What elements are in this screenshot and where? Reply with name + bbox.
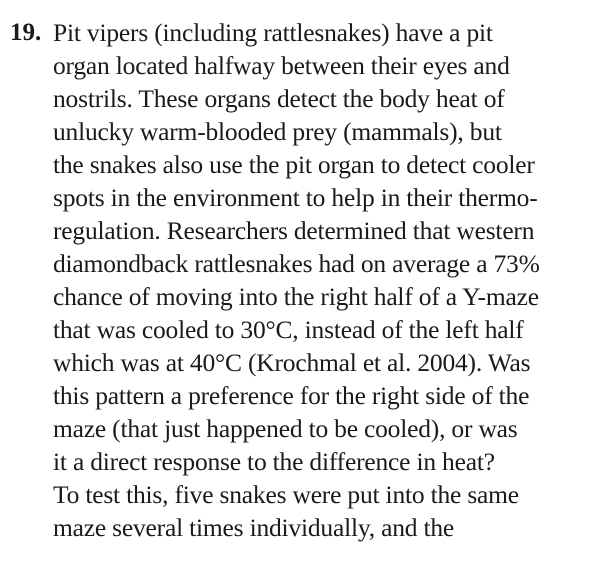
- problem-text: [53, 16, 606, 544]
- text-line: that was cooled to 30°C, instead of the left half: [53, 315, 524, 344]
- text-line: organ located halfway between their eyes and: [53, 51, 510, 80]
- text-line: spots in the environment to help in their thermo-: [53, 183, 538, 212]
- text-line: it a direct response to the difference in heat?: [53, 447, 495, 476]
- problem-number: 19.: [10, 19, 42, 46]
- text-line: unlucky warm-blooded prey (mammals), but: [53, 117, 502, 146]
- text-line: Pit vipers (including rattlesnakes) have a pit: [53, 18, 493, 47]
- text-line: nostrils. These organs detect the body heat of: [53, 84, 505, 113]
- text-line: regulation. Researchers determined that western: [53, 216, 535, 245]
- text-line: To test this, five snakes were put into the same: [53, 480, 519, 509]
- text-line: maze (that just happened to be cooled), or was: [53, 414, 518, 443]
- text-line: maze several times individually, and the: [53, 513, 455, 542]
- text-line: chance of moving into the right half of a Y-maze: [53, 282, 539, 311]
- text-line: this pattern a preference for the right side of the: [53, 381, 530, 410]
- text-line: the snakes also use the pit organ to detect cooler: [53, 150, 535, 179]
- text-line: diamondback rattlesnakes had on average a 73%: [53, 249, 540, 278]
- text-line: which was at 40°C (Krochmal et al. 2004). Was: [53, 348, 531, 377]
